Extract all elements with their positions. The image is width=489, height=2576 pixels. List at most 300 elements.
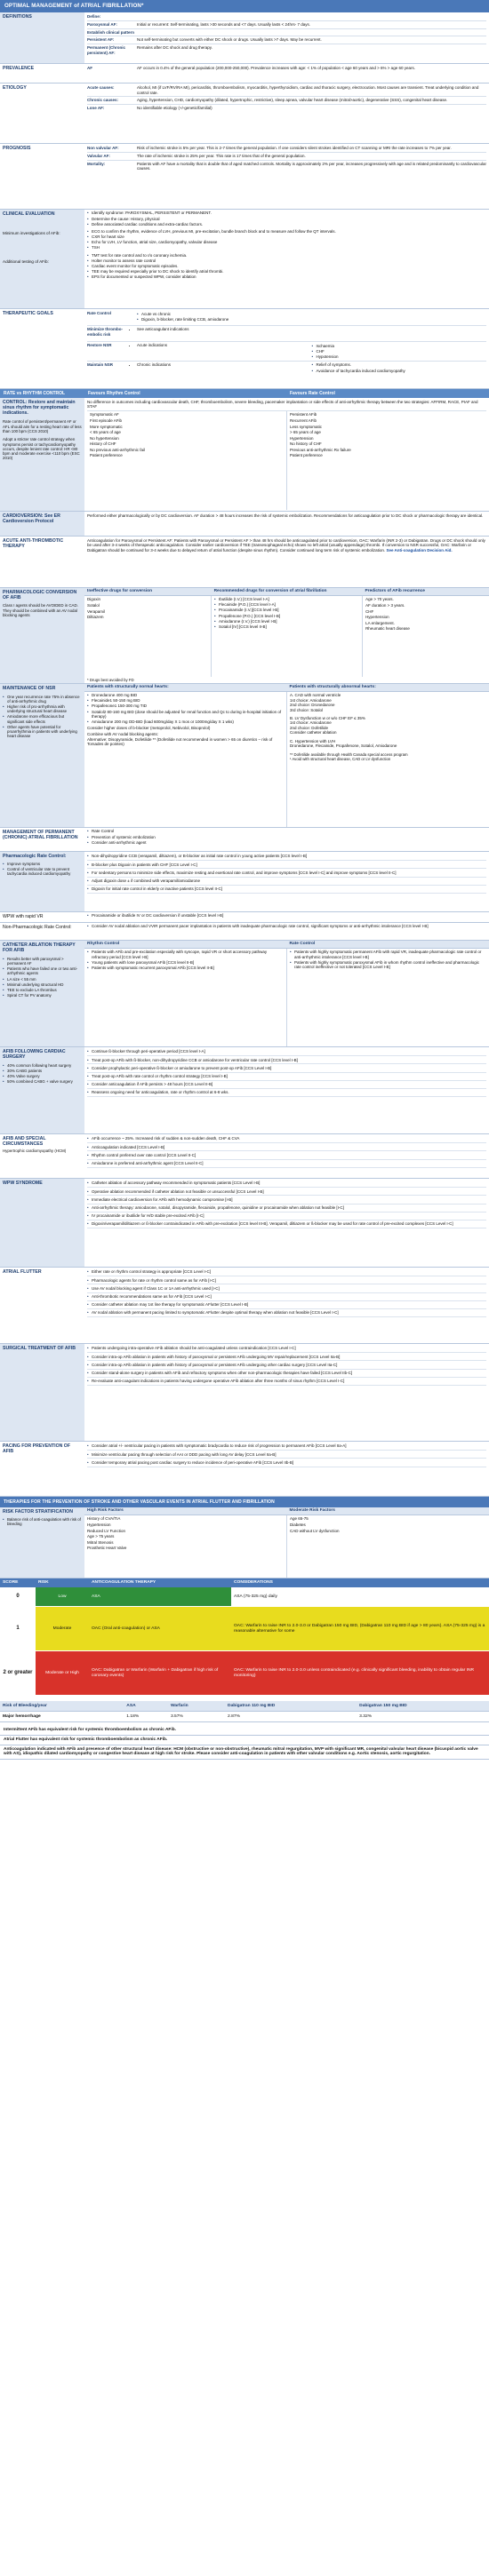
recommended-drugs: [211, 596, 362, 677]
goal-key: Maintain NSR: [87, 362, 114, 368]
kv-row: [87, 161, 486, 172]
list-item: Hypertension: [290, 435, 314, 441]
list-item: • Patients with AFib and pre-excitation especially with syncope, rapid VR or short accessory pathway refractory period [CCS level I-B]: [87, 950, 284, 960]
list-item: History of CVA/TIA: [87, 1516, 121, 1522]
list-item: • Consider intra-op AFib ablation in patients with history of paroxysmal or persistent AFib undergoing other cardiac surgery [CCS Level IIa-C]: [87, 1361, 486, 1369]
score-row: [0, 1651, 489, 1696]
list-item: • 50% combined CABG + valve surgery: [3, 1079, 82, 1085]
list-item: • EPS for documented or suspected WPW, consider ablation: [87, 274, 486, 280]
row-key: Acute causes:: [87, 85, 115, 91]
cardiac-surgery-section: [0, 1047, 489, 1134]
list-item: • TSH: [87, 245, 486, 250]
minimum-investigations-list: [87, 229, 486, 251]
list-item: No previous anti-arrhythmic fail: [90, 447, 146, 452]
risk-strat-label: RISK FACTOR STRATIFICATION: [3, 1509, 73, 1515]
list-item: • Treat post-op AFib with ß-blocker, non-dihydropyridine CCB or amiodarone for ventricular rate control [CCS level I-B]: [87, 1056, 486, 1064]
footnote: Atrial Flutter has equivalent risk for systemic thromboembolism as chronic AFib.: [0, 1736, 489, 1745]
etiology-section: [0, 83, 489, 144]
row-key: Non valvular AF:: [87, 146, 119, 151]
kv-row: [87, 21, 486, 29]
additional-testing-list: [87, 252, 486, 280]
list-item: • TMT test for rate control and to r/o coronary ischemia.: [87, 252, 486, 258]
goal-value: [137, 362, 312, 377]
row-key: Define:: [87, 14, 101, 20]
catheter-section: [0, 941, 489, 1047]
pharma-footnote: * Drugs best avoided by FD: [87, 677, 134, 682]
list-item: Patient preference: [290, 453, 323, 458]
list-item: B. LV Dysfunction w or w/o CHF EF ≤ 35% 1st choice: Amiodarone 2nd choice: Dofetilide Consider catheter ablation: [290, 716, 365, 735]
page-title: OPTIMAL MANAGEMENT of ATRIAL FIBRILLATION*: [0, 0, 489, 12]
score-table: [0, 1578, 489, 1696]
list-item: • Identify syndrome: PAROXYSMAL, PERSISTENT or PERMANENT.: [87, 211, 486, 216]
moderate-risk-list: [286, 1515, 489, 1578]
bleeding-cell: 3.32%: [357, 1712, 489, 1722]
pacing-list: [87, 1443, 486, 1467]
list-item: Adopt a stricter rate control strategy when symptoms persist or tachycardiomyopathy occurs, despite lenient rate control: HR <80 bpm and moderate exercise <110 bpm (ESC 2010): [3, 437, 80, 461]
list-item: • Immediate electrical cardioversion for AFib with hemodynamic compromise [I-B]: [87, 1196, 486, 1204]
list-item: • Rate Control: [87, 829, 486, 834]
list-item: Reduced LV Function: [87, 1528, 125, 1533]
list-item: • Consider intra-op AFib ablation in patients with history of paroxysmal or persistent AFib undergoing MV repair/replacement [CCS Level IIa-B]: [87, 1353, 486, 1361]
drug-item: • Procainamide (I.V.)[CCS level I-B]: [214, 608, 359, 613]
therapy-cell: OAC (Oral anti-coagulation) or ASA: [89, 1607, 231, 1651]
list-item: Verapamil: [87, 608, 106, 614]
list-item: LA enlargement.: [365, 620, 395, 625]
bleeding-header: Dabigatran 110 mg BID: [225, 1701, 357, 1711]
abnormal-hearts-list: [290, 693, 486, 749]
row-value: [137, 30, 486, 35]
clinical-intro-list: [87, 211, 486, 227]
antithrombotic-section: [0, 537, 489, 588]
list-item: Age > 75 years: [87, 1534, 115, 1539]
goal-item: • CHF: [312, 348, 487, 354]
wpw-rapid-label: WPW with rapid VR: [3, 914, 44, 919]
rate-rhythm-band-label: RATE vs RHYTHM CONTROL: [4, 391, 66, 396]
goal-item: • Acute vs chronic: [137, 311, 486, 316]
list-item: Recurrent AFib: [290, 417, 317, 423]
nonpharm-rate-text: • Consider AV nodal ablation and VVIR permanent pacer implantation in patients with inadequate pharmacologic rate control, significant symptoms or anti-arrhythmic intolerance [CCS level I-B]: [87, 924, 486, 929]
row-value: Alcohol, MI (if LVF/RV/RA MI), pericarditis, thromboembolism, myocarditis, hyperthyroidism, cardiac and thoracic surgery, electrocution. Most causes are transient. Treat underlying condition and control rate.: [137, 85, 479, 95]
list-item: • Use AV nodal blocking agent if Class 1C or 1A anti-arrhythmic used [I-C]: [87, 1284, 486, 1292]
list-item: • Rhythm control preferred over rate control [CCS Level II-C]: [87, 1151, 486, 1159]
pharm-rate-label: Pharmacologic Rate Control:: [3, 854, 67, 859]
maintenance-alt-bb: Consider higher doses of b-blocker (metoprolol, Nebivolol, Bisoprolol): [87, 726, 211, 730]
prevention-band: THERAPIES FOR THE PREVENTION OF STROKE AND OTHER VASCULAR EVENTS IN ATRIAL FLUTTER AND FIBRILLATION: [0, 1497, 489, 1507]
list-item: • Consider anti-arrhythmic agent: [87, 839, 486, 845]
row-value: [137, 14, 486, 19]
list-item: • Continue ß-blocker through peri-operative period [CCS level I-A]: [87, 1048, 486, 1056]
list-item: • Digoxin/verapamil/diltiazem or ß-blocker contraindicated in AFib with pre-excitation [CCS level III-B]. Verapamil, diltiazem or ß-blocker may be used for rate control of pre-excited complexes [CCS Level I-C]: [87, 1220, 486, 1228]
kv-row: [87, 29, 486, 37]
recurrence-predictors: [362, 596, 489, 677]
list-item: • Either rate or rhythm control strategy is appropriate [CCS Level I-C]: [87, 1268, 486, 1276]
goal-row: [87, 362, 486, 378]
pacing-section: [0, 1442, 489, 1497]
prevalence-label: PREVALENCE: [3, 66, 35, 71]
prognosis-body: [84, 144, 489, 209]
goal-key: Rate Control: [87, 311, 111, 316]
row-value: Not self-terminating but converts with either DC shock or drugs. Usually lasts >7 days. May be recurrent.: [137, 37, 322, 43]
kv-row: [87, 44, 486, 56]
list-item: • Anti-thrombotic recommendations same as for AFib [CCS Level I-C]: [87, 1293, 486, 1301]
list-item: • Amiodarone more efficacious but significant side effects: [3, 714, 82, 724]
bleeding-header: Warfarin: [168, 1701, 225, 1711]
list-item: • Consider stand-alone surgery in patients with AFib and refractory symptoms when other non-pharmacologic therapies have failed [CCS Level IIb-C]: [87, 1370, 486, 1378]
list-item: Prosthetic Heart Valve: [87, 1546, 127, 1551]
permanent-label: MANAGEMENT OF PERMANENT (CHRONIC) ATRIAL FIBRILLATION: [3, 830, 78, 841]
row-value: Initial or recurrent: Self-terminating, lasts >30 seconds and <7 days. Usually lasts < 24hrs- 7 days.: [137, 21, 310, 27]
anticoag-decision-aid-link[interactable]: See Anti-coagulation Decision Aid.: [386, 547, 453, 553]
list-item: • Pharmacologic agents for rate or rhythm control same as for AFib [I-C]: [87, 1276, 486, 1284]
goals-label: THERAPEUTIC GOALS: [3, 311, 53, 316]
rate-rhythm-notes: [3, 419, 82, 462]
considerations-cell: OAC: Warfarin to raise INR to 2.0-3.0 unless contraindicated (e.g. clinically significant bleeding, inability to obtain regular INR monitoring): [231, 1651, 489, 1696]
wpw-label: WPW SYNDROME: [0, 1179, 84, 1267]
drug-item: • Ibutilide (I.V.) [CCS level I-A]: [214, 597, 359, 602]
risk-strat-note: • Balance risk of anti-coagulation with risk of bleeding: [3, 1516, 82, 1526]
list-item: • AFib occurrence ~ 25%. Increased risk of sudden & non-sudden death, CHF & CVA: [87, 1135, 486, 1143]
catheter-notes: [3, 956, 82, 998]
list-item: • Echo for LVH, LV function, atrial size, cardiomyopathy, valvular disease: [87, 240, 486, 245]
list-item: • LA size < 55 mm: [3, 976, 82, 982]
flutter-label: ATRIAL FLUTTER: [3, 1269, 42, 1275]
risk-cell: Moderate: [36, 1607, 89, 1651]
list-item: • Non-dihydropyridine CCB (verapamil, diltiazem), or B-blocker as initial rate control in young active patients [CCS level I-B]: [87, 853, 486, 861]
list-item: More symptomatic: [90, 424, 123, 429]
goal-item: • See anticoagulant indications: [137, 327, 486, 331]
goal-detail: [312, 343, 487, 360]
normal-hearts-header: Patients with structurally normal hearts:: [87, 685, 169, 689]
control-text: No difference in outcomes including cardiovascular death, CHF, thromboembolism, severe bleeding, pacemaker implantation or side effects of anti-arrhythmic therapy between the two strategies: AFFIRM, RACE, PIAF and STAF: [87, 399, 486, 411]
list-item: CAD without LV dysfunction: [290, 1528, 340, 1533]
surgical-list: [87, 1345, 486, 1386]
row-key: Permanent (Chronic persistent) AF:: [87, 45, 126, 55]
rate-rhythm-band: [0, 389, 489, 398]
cardiac-surgery-notes: [3, 1062, 82, 1084]
maintenance-label: MAINTENANCE OF NSR: [3, 686, 56, 691]
bleeding-header: Risk of Bleeding/year: [0, 1701, 124, 1711]
list-item: • Patients undergoing intra-operative AFib ablation should be anti-coagulated unless contraindication [CCS Level I-C]: [87, 1345, 486, 1353]
wpw-section: [0, 1179, 489, 1268]
minimum-label: Minimum investigations of AFib:: [3, 231, 60, 236]
list-item: • Spiral CT for PV anatomy: [3, 992, 82, 998]
score-header: ANTICOAGULATION THERAPY: [89, 1578, 231, 1587]
list-item: • Prevention of systemic embolization: [87, 834, 486, 839]
row-value: Aging, hypertension, CHD, cardiomyopathy (dilated, hypertrophic, restrictive), sleep apnea, valvular heart disease (mitral>aortic), degenerative (SSS), congenital heart disease.: [137, 98, 448, 103]
list-item: • Consider catheter ablation may 1st line therapy for symptomatic AFlutter [CCS Level I-B]: [87, 1301, 486, 1309]
moderate-risk-header: Moderate Risk Factors: [289, 1508, 335, 1513]
footnotes: [0, 1726, 489, 1760]
risk-cell: Moderate or High: [36, 1651, 89, 1696]
pharma-section: [0, 588, 489, 684]
list-item: • Digoxin for initial rate control in elderly or inactive patients [CCS level II-C]: [87, 886, 486, 894]
goal-row: [87, 342, 486, 362]
list-item: • B-blocker plus Digoxin in patients with CHF [CCS Level I-C]: [87, 861, 486, 869]
pharm-rate-goals: [3, 861, 82, 876]
goals-body: [84, 309, 489, 388]
cardioversion-label: CARDIOVERSION: See ER Cardioversion Protocol: [0, 512, 84, 536]
row-key: Valvular AF:: [87, 153, 110, 158]
list-item: Hypertension: [365, 615, 389, 620]
flutter-section: [0, 1268, 489, 1344]
goal-item: • Hypotension: [312, 354, 487, 360]
list-item: • Consider atrial +/- ventricular pacing in patients with symptomatic bradycardia to reduce risk of progression to permanent AFib [CCS Level IIa-A]: [87, 1443, 486, 1451]
list-item: • Flecainide1 50-150 mg BID: [87, 698, 284, 704]
abnormal-hearts-header: Patients with structurally abnormal hearts:: [289, 685, 376, 689]
drug-item: • Amiodarone (I.V.) [CCS level I-B]: [214, 618, 359, 624]
row-value: Remains after DC shock and drug therapy.: [137, 45, 212, 51]
considerations-cell: OAC: Warfarin to raise INR to 2.0-3.0 or Dabigatran 150 mg BID, (Dabigatran 110 mg BID if age > 80 years). ASA (75-325 mg) is a reasonable alternative for some: [231, 1607, 489, 1651]
kv-row: [87, 13, 486, 21]
list-item: • Treat post-op AFib with rate control or rhythm control strategy [CCS level I-B]: [87, 1073, 486, 1081]
kv-row: [87, 153, 486, 161]
list-item: Digoxin: [87, 597, 101, 602]
ineffective-header: Ineffective drugs for conversion: [87, 589, 153, 593]
list-item: • Young patients with lone paroxysmal AFib [CCS level II-B]: [87, 959, 284, 965]
maintenance-notes: [3, 694, 82, 739]
row-value: Risk of ischemic stroke is 5% per year. This is 2-7 times the general population. If one considers silent strokes identified on CT scanning or MRI the rate increases to 7% per year.: [137, 146, 452, 151]
drug-item: • Sotalol [IV] [CCS level II-B]: [214, 624, 359, 630]
list-item: • Amiodarone 200 mg OD-BID (load 600mg/day X 1 mos or 1000mg/day X 1 wks): [87, 720, 284, 725]
list-item: • Anticoagulation indicated [CCS Level I-B]: [87, 1143, 486, 1151]
maintenance-section: [0, 684, 489, 828]
goals-section: [0, 309, 489, 389]
list-item: • AV nodal ablation with permanent pacing limited to symptomatic AFlutter despite optimal therapy when ablation not feasible [CCS Level I-C]: [87, 1309, 486, 1317]
footnote: Anticoagulation indicated with AFib and presence of other structural heart disease: HCM (obstructive or non-obstructive), rheumatic mitral regurgitation, MVP with significant MR, congenital valvular heart disease (bicuspid aortic valve with AS), idiopathic dilated cardiomyopathy or congestive heart disease at high risk for stroke. Please consider anti-coagulation in patients with other valvular conditions e.g. Aortic stenosis, aortic regurgitation.: [0, 1745, 489, 1761]
list-item: • CXR for heart size: [87, 235, 486, 240]
list-item: A. CAD with normal ventricle 1st choice: Amiodarone 2nd choice: Dronedarone 3rd choice: Sotalol: [290, 693, 341, 712]
goal-item: • Relief of symptoms.: [312, 362, 487, 368]
list-item: CHF: [365, 608, 374, 614]
clinical-section: [0, 210, 489, 309]
list-item: Age > 70 years.: [365, 597, 394, 602]
pharm-rate-list: [87, 853, 486, 894]
score-cell: 2 or greater: [0, 1651, 36, 1696]
special-list: [87, 1135, 486, 1168]
bleeding-header: Dabigatran 150 mg BID: [357, 1701, 489, 1711]
risk-cell: Low: [36, 1587, 89, 1607]
list-item: • Consider prophylactic peri-operative ß-blocker or amiodarone to prevent post-op AFib [CCS Level I-B]: [87, 1064, 486, 1072]
goal-row: [87, 310, 486, 326]
list-item: > 65 years of age: [290, 430, 321, 435]
list-item: History of CHF: [90, 441, 116, 447]
row-key: Paroxysmal AF:: [87, 21, 117, 27]
row-key: Chronic causes:: [87, 98, 119, 103]
pharma-note: Class I agents should be AVOIDED in CAD. They should be combined with an AV nodal blocking agents: [3, 603, 78, 618]
list-item: Rheumatic heart disease: [365, 626, 410, 632]
list-item: • Patients with highly symptomatic paroxysmal AFib in whom rhythm control ineffective and pharmacologic rate control ineffective or not tolerated [CCS Level I-B]: [290, 959, 486, 970]
bleeding-table: [0, 1701, 489, 1722]
goal-item: • Digoxin, b-blocker, rate limiting CCB, amiodarone: [137, 316, 486, 322]
list-item: Hypertension: [87, 1522, 111, 1527]
goal-item: • Acute indications: [137, 343, 312, 347]
special-label: AFIB AND SPECIAL CIRCUMSTANCES: [3, 1136, 46, 1148]
kv-row: [87, 145, 486, 153]
row-key: Establish clinical pattern: [87, 29, 135, 35]
list-item: Patient preference: [90, 453, 123, 458]
list-item: Age 65-75: [290, 1516, 309, 1522]
goal-key: Restore NSR: [87, 343, 112, 348]
definitions-section: [0, 12, 489, 64]
etiology-label: ETIOLOGY: [3, 85, 27, 91]
list-item: • TEE to exclude LA thrombus: [3, 987, 82, 992]
list-item: • 40% common following heart surgery: [3, 1062, 82, 1068]
surgical-label: SURGICAL TREATMENT OF AFIB: [0, 1344, 84, 1441]
list-item: Rate control of persistent/permanent AF or AFL should aim for a resting heart rate of less than 100 bpm (CCS 2010): [3, 419, 82, 433]
cardiac-surgery-label: AFIB FOLLOWING CARDIAC SURGERY: [3, 1049, 66, 1061]
list-item: • Reassess ongoing need for anticoagulation, rate or rhythm control at 6-8 wks.: [87, 1089, 486, 1097]
prevalence-section: [0, 64, 489, 83]
permanent-goals: [87, 829, 486, 846]
list-item: < 65 years of age: [90, 430, 121, 435]
special-section: [0, 1134, 489, 1179]
list-item: • Catheter ablation of accessory pathway recommended in symptomatic patients [CCS Level I-B]: [87, 1180, 486, 1188]
rate-rhythm-section: [0, 398, 489, 512]
list-item: • Patients who have failed one or two anti-arrhythmic agents: [3, 966, 82, 976]
recommended-header: Recommended drugs for conversion of atrial fibrillation: [213, 589, 327, 593]
rhythm-col-header: Favours Rhythm Control: [88, 391, 140, 396]
rhythm-control-header: Rhythm Control: [87, 942, 120, 946]
bleeding-cell: 3.57%: [168, 1712, 225, 1722]
kv-row: [87, 105, 486, 112]
drug-item: • Propafenone (P.O.) [CCS level I-B]: [214, 613, 359, 618]
list-item: • Adjust digoxin dose ± if combined with verapamil/amiodarone: [87, 878, 486, 886]
bleeding-cell: 2.87%: [225, 1712, 357, 1722]
kv-row: [87, 84, 486, 97]
high-risk-header: High Risk Factors: [87, 1508, 124, 1513]
special-hcm: Hypertrophic cardiomyopathy (HCM): [3, 1149, 67, 1154]
list-item: • Amiodarone is preferred anti-arrhythmic agent [CCS Level II-C]: [87, 1160, 486, 1168]
prognosis-section: [0, 144, 489, 210]
maintenance-alt: Combine with AV nodal blocking agents: Alternative: Disopyramide, Dofetilide ** (Dofetilide not recommended in women > 65 on diuretics – risk of Torsades de pointes): [87, 732, 273, 747]
bleeding-cell: Major hemorrhage: [0, 1712, 124, 1722]
definitions-label: DEFINITIONS: [0, 12, 84, 63]
kv-row: [87, 36, 486, 44]
list-item: • Minimize ventricular pacing through selection of AAI or DDD pacing with long AV delay [CCS Level IIa-B]: [87, 1451, 486, 1459]
permanent-section: [0, 828, 489, 852]
antithrombotic-label: ACUTE ANTI-THROMBOTIC THERAPY: [3, 538, 64, 550]
wpw-rapid-text: • Procainamide or ibutilide IV or DC cardioversion if unstable [CCS level I-B]: [87, 913, 486, 918]
considerations-cell: ASA (75-325 mg) daily: [231, 1587, 489, 1607]
list-item: • Re-evaluate anti-coagulant indications in patients having undergone operative AFib ablation after three months of sinus rhythm [CCS Level I-C]: [87, 1378, 486, 1386]
goal-row: [87, 326, 486, 342]
row-value: No identifiable etiology (+/-genetic/familial): [137, 106, 212, 111]
rate-control-header: Rate Control: [289, 942, 316, 946]
score-row: [0, 1587, 489, 1607]
catheter-label: CATHETER ABLATION THERAPY FOR AFIB: [3, 942, 76, 954]
goal-detail: [312, 362, 487, 377]
list-item: • Define associated cardiac conditions and extra-cardiac factors.: [87, 221, 486, 227]
cardioversion-text: Performed either pharmacologically or by DC cardioversion. AF duration > 48 hours increases the risk of systemic embolization. Recommendations for anticoagulation prior to DC shock or pharmacologic therapy are identical.: [87, 513, 484, 518]
list-item: Previous anti-arrhythmic Rx failure: [290, 447, 351, 452]
list-item: • Minimal underlying structural HD: [3, 982, 82, 987]
list-item: Symptomatic AF: [90, 412, 119, 417]
list-item: • Holter monitor to assess rate control: [87, 258, 486, 263]
nonpharm-rate-section: [0, 923, 489, 941]
rhythm-control-list: [87, 950, 284, 971]
goal-value: [137, 311, 486, 324]
goal-key: Minimize thrombo-embolic risk: [87, 327, 123, 337]
list-item: C. Hypertension with LVH Dronedarone, Flecainide, Propafenone, Sotalol, Amiodarone: [290, 738, 397, 749]
kv-row: [87, 97, 486, 105]
list-item: • Sotalol2 80-160 mg BID (dose should be adjusted for renal function and Qc to during in-hospital initiation of therapy): [87, 709, 284, 720]
row-key: Lone AF:: [87, 106, 105, 111]
additional-label: Additional testing of AFib:: [3, 258, 49, 264]
prevalence-key: AF: [87, 66, 92, 71]
recurrence-header: Predictors of AFib recurrence: [365, 589, 425, 593]
row-key: Mortality:: [87, 161, 106, 166]
list-item: • 40% Valve surgery: [3, 1074, 82, 1079]
risk-strat-section: [0, 1507, 489, 1578]
list-item: • Operative ablation recommended if catheter ablation not feasible or unsuccessful [CCS Level I-B]: [87, 1188, 486, 1196]
list-item: No hypertension: [90, 435, 119, 441]
list-item: • Other agents have potential for proarrhythmia in patients with underlying heart disease: [3, 724, 82, 739]
list-item: • Patients with symptomatic recurrent paroxysmal AFib [CCS level II-B]: [87, 965, 284, 970]
list-item: • Cardiac event monitor for symptomatic episodes.: [87, 264, 486, 269]
score-row: [0, 1607, 489, 1651]
list-item: • Consider anticoagulation if AFib persists > 48 hours [CCS Level II-B]: [87, 1081, 486, 1089]
list-item: • Results better with paroxysmal > permanent AF: [3, 956, 82, 966]
list-item: Sotalol: [87, 602, 100, 608]
goal-value: [137, 327, 486, 340]
etiology-body: [84, 83, 489, 143]
wpw-rapid-section: [0, 912, 489, 923]
list-item: No history of CHF: [290, 441, 322, 447]
score-header: RISK: [36, 1578, 89, 1587]
rate-factors: [286, 411, 486, 510]
list-item: • Improve symptoms: [3, 861, 82, 866]
bleeding-header: ASA: [124, 1701, 168, 1711]
therapy-cell: OAC: Dabigatran or Warfarin (Warfarin + Dabigatran if high risk of coronary events): [89, 1651, 231, 1696]
list-item: AF duration > 3 years.: [365, 602, 405, 608]
high-risk-list: [84, 1515, 286, 1578]
list-item: • Patients with highly symptomatic permanent AFib with rapid VR, inadequate pharmacologic rate control or anti-arrhythmic intolerance [CCS level I-B]: [290, 950, 486, 960]
list-item: Mitral Stenosis: [87, 1539, 114, 1545]
list-item: • Determine the cause: History, physical: [87, 216, 486, 221]
surgical-section: [0, 1344, 489, 1442]
footnote: Intermittent AFib has equivalent risk for systemic thromboembolism as chronic AFib.: [0, 1726, 489, 1736]
cardioversion-section: [0, 512, 489, 537]
clinical-label: CLINICAL EVALUATION: [3, 211, 55, 217]
drug-item: • Flecainide (P.O.) [CCS level I-A]: [214, 602, 359, 608]
list-item: Diltiazem: [87, 615, 104, 620]
rhythm-factors: [87, 411, 286, 510]
list-item: • ECG to confirm the rhythm, evidence of LVH, previous MI, pre-excitation, bundle branch block and to measure and follow the QT intervals.: [87, 229, 486, 235]
score-header: SCORE: [0, 1578, 36, 1587]
pharma-label: PHARMACOLOGIC CONVERSION OF AFIB: [3, 590, 77, 601]
goal-item: • Avoidance of tachycardia induced cardiomyopathy: [312, 368, 487, 373]
flutter-list: [87, 1268, 486, 1317]
list-item: • Dronedarone 400 mg BID: [87, 693, 284, 698]
pharm-rate-section: [0, 852, 489, 912]
prevalence-text: AF occurs in 0.4% of the general population (200,000-250,000). Prevalence increases with age: < 1% of population < age 60 years and > 6% > age 60 years.: [137, 66, 415, 71]
score-cell: 1: [0, 1607, 36, 1651]
list-item: Less symptomatic: [290, 424, 323, 429]
rate-col-header: Favours Rate Control: [290, 391, 335, 396]
definitions-body: [84, 12, 489, 63]
list-item: Diabetes: [290, 1522, 306, 1527]
nonpharm-rate-label: Non-Pharmacologic Rate Control:: [3, 925, 72, 930]
list-item: First episode AFib: [90, 417, 123, 423]
normal-hearts-list: [87, 693, 284, 725]
row-value: The rate of ischemic stroke is 25% per year. This rate is 17 times that of the general population.: [137, 153, 306, 158]
bleeding-cell: 1.18%: [124, 1712, 168, 1722]
goal-item: • Chronic indications: [137, 362, 312, 367]
rate-control-list: [290, 950, 486, 970]
goal-item: • Ischaemia: [312, 343, 487, 348]
list-item: • Propafenone1 150-300 mg TID: [87, 704, 284, 709]
antithrombotic-text: Anticoagulation for Paroxysmal or Persistent AF: Patients with Paroxysmal or Persistent AF > than 48 hrs should be anticoagulated prior to cardioversion, OAC: Warfarin (INR 2-3) or Dabigatran. Drugs or DC shock should only be used after 3-4 weeks of therapeutic anticoagulation. Consider earlier cardioversion if TEE (transesophageal echo) shows no left atrial (usually appendage) thrombi. If conversion to NSR successful, OAC: Warfarin or Dabigatran should be continued for 3-4 weeks due to delayed return of atrial function (despite sinus rhythm). Consider continued long term risk of systemic embolization.: [87, 538, 485, 553]
